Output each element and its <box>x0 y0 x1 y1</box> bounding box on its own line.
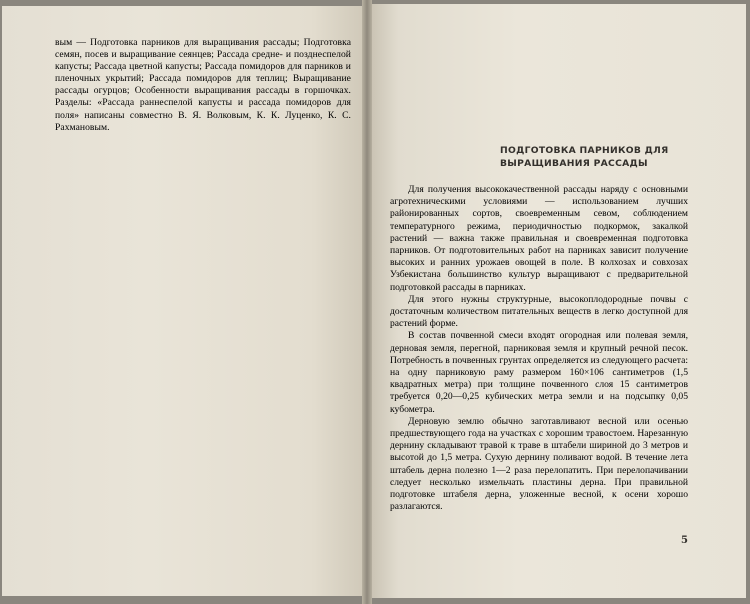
paragraph-2: Для этого нужны структурные, высокоплодородные почвы с достаточным количеством питательных веществ в легко доступной для растений форме. <box>390 293 688 330</box>
right-page-body <box>390 184 688 513</box>
section-heading <box>500 144 700 170</box>
page-number: 5 <box>681 535 688 546</box>
book-gutter <box>362 0 372 604</box>
section-heading-line-1: ПОДГОТОВКА ПАРНИКОВ ДЛЯ <box>500 145 669 156</box>
left-page-text: вым — Подготовка парников для выращивания рассады; Подготовка семян, посев и выращивание сеянцев; Рассада средне- и позднеспелой капусты; Рассада цветной капусты; Рассада помидоров для парников и пленочных укрытий; Рассада помидоров для теплиц; Выращивание рассады огурцов; Особенности выращивания рассады в горшочках. Разделы: «Рассада раннеспелой капусты и рассада помидоров для поля» написаны совместно В. Я. Волковым, К. К. Луценко, К. С. Рахмановым. <box>55 37 351 133</box>
paragraph-4: Дерновую землю обычно заготавливают весной или осенью предшествующего года на участках с хорошим травостоем. Нарезанную дернину складывают травой к траве в штабели шириной до 3 метров и высотой до 1,5 метра. Сухую дернину поливают водой. В течение лета штабель дерна полезно 1—2 раза перелопатить. При перелопачивании следует несколько измельчать пластины дерна. При правильной подготовке штабеля дерна, уложенные весной, к осени хорошо разлагаются. <box>390 415 688 513</box>
paragraph-3: В состав почвенной смеси входят огородная или полевая земля, дерновая земля, перегной, парниковая земля и крупный речной песок. Потребность в почвенных грунтах определяется из следующего расчета: на одну парниковую раму размером 160×106 сантиметров (1,5 квадратных метра) при толщине почвенного слоя 15 сантиметров требуется 0,20—0,25 кубических метра земли и на подсыпку 0,05 кубометра. <box>390 330 688 415</box>
section-heading-line-2: ВЫРАЩИВАНИЯ РАССАДЫ <box>500 158 648 169</box>
paragraph-1: Для получения высококачественной рассады наряду с основными агротехническими условиями — использованием лучших районированных сортов, своевременным севом, соблюдением температурного режима, периодичностью подкормок, закалкой растений — важна также правильная и своевременная подготовка парников. От подготовительных работ на парниках зависит получение высоких и ранних урожаев овощей в поле. В колхозах и совхозах Узбекистана большинство культур выращивают с предварительной подготовкой рассады в парниках. <box>390 184 688 293</box>
